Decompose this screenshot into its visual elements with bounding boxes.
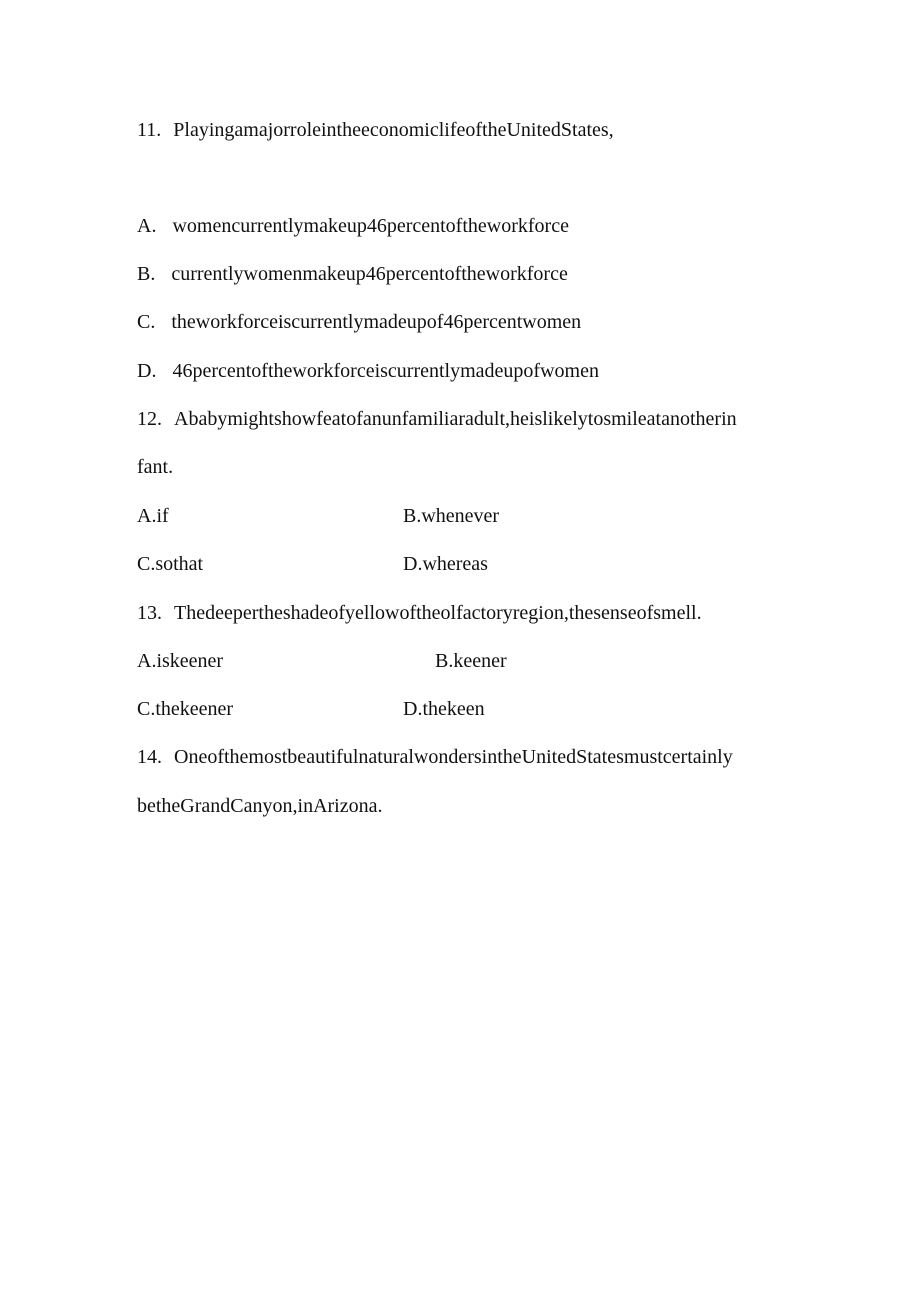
option-text: 46percentoftheworkforceiscurrentlymadeupofwomen — [172, 360, 599, 382]
question-number: 11. — [137, 119, 162, 141]
question-14-stem — [137, 745, 733, 769]
question-12-stem-continued — [137, 455, 173, 479]
question-12-option-c: C.sothat — [137, 553, 204, 575]
question-text: Ababymightshowfeatofanunfamiliaradult,heislikelytosmileatanotherin — [174, 408, 737, 430]
question-12-option-b: B.whenever — [403, 505, 500, 527]
question-13-option-d: D.thekeen — [403, 698, 485, 720]
question-12-option-a: A.if — [137, 505, 169, 527]
question-13-option-a: A.iskeener — [137, 650, 224, 672]
option-text: currentlywomenmakeup46percentoftheworkforce — [171, 263, 568, 285]
question-text: Thedeepertheshadeofyellowoftheolfactoryregion,thesenseofsmell. — [174, 602, 702, 624]
question-12-option-d: D.whereas — [403, 553, 488, 575]
option-text: theworkforceiscurrentlymadeupof46percentwomen — [171, 311, 582, 333]
option-letter: A. — [137, 215, 157, 237]
question-13-option-b: B.keener — [435, 650, 507, 672]
question-number: 12. — [137, 408, 162, 430]
question-text: betheGrandCanyon,inArizona. — [137, 795, 383, 817]
question-11-stem — [137, 118, 614, 142]
question-number: 14. — [137, 746, 162, 768]
option-letter: D. — [137, 360, 157, 382]
option-letter: C. — [137, 311, 156, 333]
question-12-stem — [137, 407, 737, 431]
question-11-option-a — [137, 214, 569, 238]
question-text: fant. — [137, 456, 174, 478]
question-11-option-b — [137, 262, 568, 286]
question-number: 13. — [137, 602, 162, 624]
question-14-stem-continued — [137, 794, 382, 818]
question-11-option-d — [137, 359, 599, 383]
question-text: PlayingamajorroleintheeconomiclifeoftheUnitedStates, — [173, 119, 614, 141]
question-13-option-c: C.thekeener — [137, 698, 234, 720]
option-letter: B. — [137, 263, 156, 285]
option-text: womencurrentlymakeup46percentoftheworkforce — [172, 215, 569, 237]
question-13-stem — [137, 601, 702, 625]
question-text: OneofthemostbeautifulnaturalwondersintheUnitedStatesmustcertainly — [174, 746, 733, 768]
question-11-option-c — [137, 310, 581, 334]
